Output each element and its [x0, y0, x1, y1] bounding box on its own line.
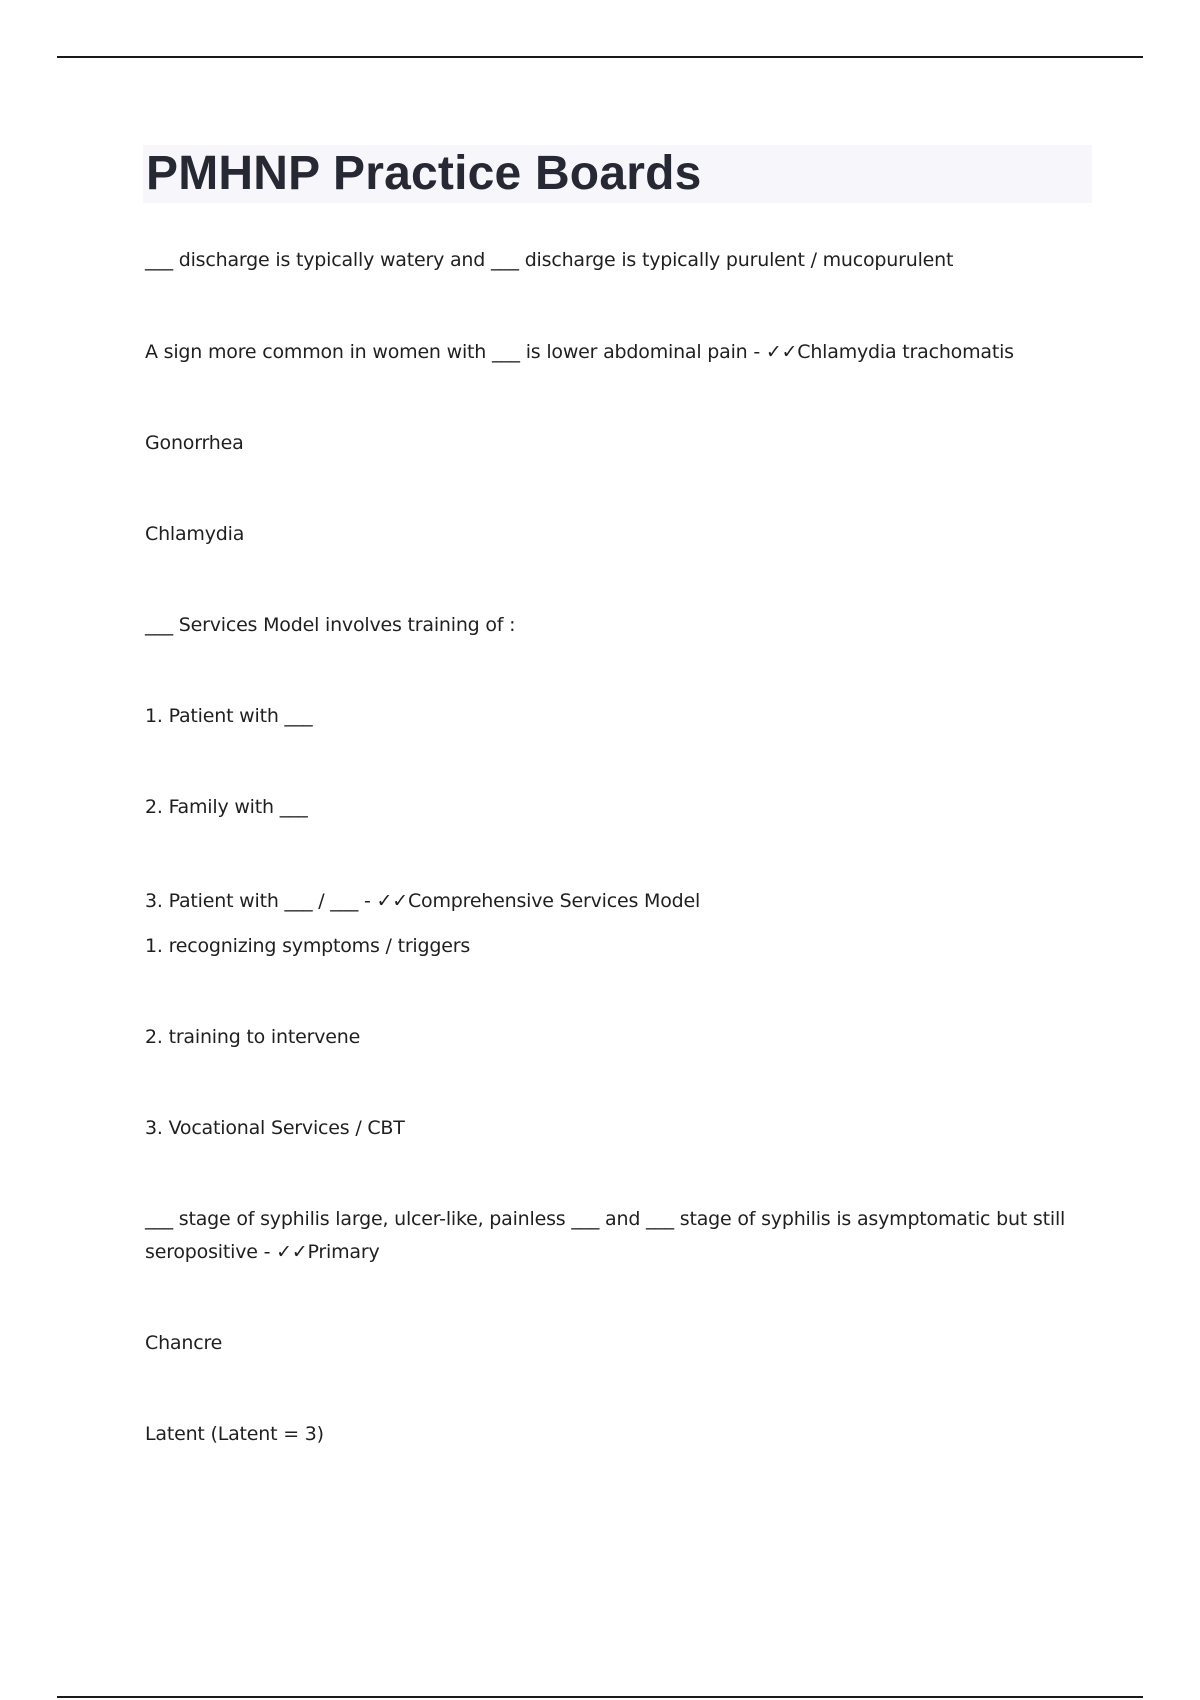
text-line: ___ discharge is typically watery and ___ discharge is typically purulent / mucopurulent — [145, 249, 954, 271]
text-line: 3. Vocational Services / CBT — [145, 1117, 405, 1139]
text-line: 3. Patient with ___ / ___ - ✓✓Comprehensive Services Model — [145, 890, 701, 912]
text-line: ___ stage of syphilis large, ulcer-like, painless ___ and ___ stage of syphilis is asymptomatic but still — [145, 1208, 1066, 1230]
text-line: 2. Family with ___ — [145, 796, 308, 818]
footer-rule — [57, 1696, 1143, 1698]
text-line: seropositive - ✓✓Primary — [145, 1241, 380, 1263]
text-line: Gonorrhea — [145, 432, 244, 454]
text-line: A sign more common in women with ___ is lower abdominal pain - ✓✓Chlamydia trachomatis — [145, 341, 1014, 363]
text-line: 1. recognizing symptoms / triggers — [145, 935, 471, 957]
text-line: ___ Services Model involves training of : — [145, 614, 516, 636]
text-line: Chancre — [145, 1332, 223, 1354]
text-line: Chlamydia — [145, 523, 245, 545]
text-line: 2. training to intervene — [145, 1026, 361, 1048]
text-line: Latent (Latent = 3) — [145, 1423, 324, 1445]
header-rule — [57, 56, 1143, 58]
text-line: 1. Patient with ___ — [145, 705, 313, 727]
page-title: PMHNP Practice Boards — [146, 147, 702, 200]
